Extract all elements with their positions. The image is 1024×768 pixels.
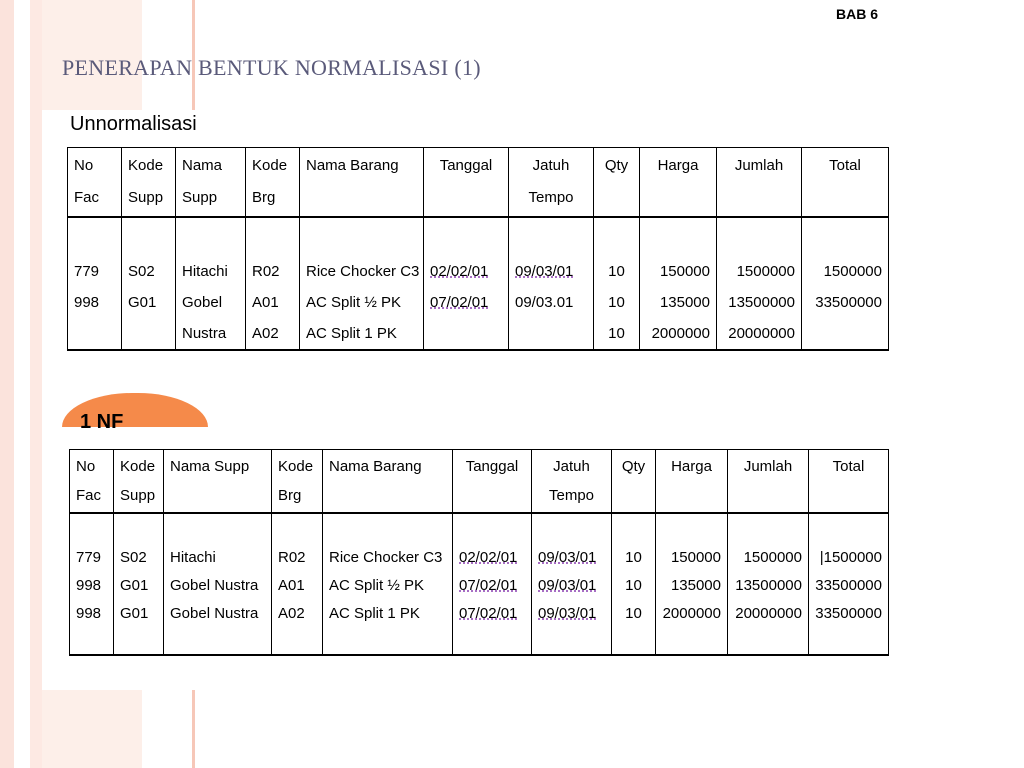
- cell-value: 135000: [670, 577, 721, 594]
- column-header-text: Total: [832, 458, 865, 475]
- cell-value: Gobel: [182, 294, 223, 311]
- cell-value: 02/02/01: [430, 263, 489, 280]
- cell-value: 07/02/01: [430, 294, 489, 311]
- column-header-text: Fac: [74, 189, 100, 206]
- column-header-text: [815, 481, 882, 510]
- decor-stripe: [42, 690, 142, 768]
- cell-value: 10: [608, 263, 625, 280]
- column-header-text: Nama: [182, 157, 223, 174]
- unnormalized-table: [67, 147, 889, 351]
- column-header: [272, 450, 323, 514]
- cell-value: 2000000: [651, 325, 710, 342]
- cell-value: 779: [76, 549, 102, 566]
- cell-value: G01: [128, 294, 157, 311]
- chapter-label: BAB 6: [836, 6, 879, 22]
- column-header-text: Fac: [76, 487, 102, 504]
- column-header: [246, 148, 300, 218]
- cell-value: 779: [74, 263, 100, 280]
- table-cell: [164, 513, 272, 655]
- cell-value: [430, 318, 502, 349]
- column-header: [70, 450, 114, 514]
- cell-value: 998: [74, 294, 100, 311]
- column-header-text: [306, 182, 417, 214]
- cell-value: 10: [608, 325, 625, 342]
- cell-value: Nustra: [182, 325, 227, 342]
- cell-value: 13500000: [728, 294, 795, 311]
- column-header-text: Tempo: [548, 487, 595, 504]
- column-header: [640, 148, 717, 218]
- cell-value: 150000: [659, 263, 710, 280]
- cell-value: Gobel Nustra: [170, 577, 259, 594]
- decor-line: [192, 690, 195, 768]
- column-header: [612, 450, 656, 514]
- column-header: [809, 450, 889, 514]
- column-header-text: [329, 481, 446, 510]
- table-cell: [122, 217, 176, 350]
- table-cell: [532, 513, 612, 655]
- cell-value: 10: [608, 294, 625, 311]
- cell-value: 998: [76, 605, 102, 622]
- cell-value: R02: [278, 549, 306, 566]
- column-header-text: Qty: [621, 458, 646, 475]
- column-header-text: Harga: [671, 458, 712, 475]
- column-header: [532, 450, 612, 514]
- column-header-text: [808, 182, 882, 214]
- column-header: [453, 450, 532, 514]
- cell-value: 1500000: [823, 263, 882, 280]
- cell-value: A01: [252, 294, 279, 311]
- column-header-text: [662, 481, 721, 510]
- column-header: [176, 148, 246, 218]
- cell-value: Rice Chocker C3: [329, 549, 443, 566]
- cell-value: Hitachi: [182, 263, 228, 280]
- column-header-text: Jatuh: [553, 458, 590, 475]
- column-header-text: Jumlah: [743, 458, 793, 475]
- cell-value: S02: [128, 263, 155, 280]
- cell-value: 150000: [670, 549, 721, 566]
- cell-value: 135000: [659, 294, 710, 311]
- column-header: [164, 450, 272, 514]
- cell-value: 1500000: [743, 549, 802, 566]
- column-header-text: [170, 481, 265, 510]
- column-header-text: Brg: [252, 189, 276, 206]
- column-header-text: [600, 182, 633, 214]
- cell-value: |1500000: [819, 549, 882, 566]
- cell-value: AC Split ½ PK: [306, 294, 402, 311]
- column-header-text: Jumlah: [734, 157, 784, 174]
- column-header-text: [618, 481, 649, 510]
- cell-value: 07/02/01: [459, 577, 518, 594]
- cell-value: 09/03/01: [538, 605, 597, 622]
- cell-value: [74, 318, 115, 349]
- table-cell: [323, 513, 453, 655]
- decor-stripe: [0, 0, 14, 768]
- column-header-text: Brg: [278, 487, 302, 504]
- column-header-text: Total: [829, 157, 861, 174]
- column-header-text: Tanggal: [465, 458, 519, 475]
- cell-value: Hitachi: [170, 549, 216, 566]
- table-cell: [640, 217, 717, 350]
- cell-value: Rice Chocker C3: [306, 263, 420, 280]
- cell-value: 33500000: [815, 605, 882, 622]
- column-header-text: No: [74, 157, 94, 174]
- table-header-row: [70, 450, 889, 514]
- table-cell: [612, 513, 656, 655]
- column-header: [424, 148, 509, 218]
- table-row: [70, 513, 889, 655]
- column-header: [323, 450, 453, 514]
- cell-value: R02: [252, 263, 280, 280]
- cell-value: 20000000: [735, 605, 802, 622]
- column-header: [68, 148, 122, 218]
- column-header-text: Supp: [182, 189, 218, 206]
- table-cell: [802, 217, 889, 350]
- cell-value: 09/03/01: [538, 577, 597, 594]
- column-header: [122, 148, 176, 218]
- table-cell: [656, 513, 728, 655]
- table-cell: [68, 217, 122, 350]
- cell-value: A01: [278, 577, 305, 594]
- column-header-text: Jatuh: [532, 157, 570, 174]
- table-cell: [717, 217, 802, 350]
- table-cell: [424, 217, 509, 350]
- column-header: [656, 450, 728, 514]
- cell-value: 1500000: [736, 263, 795, 280]
- cell-value: 09/03.01: [515, 294, 574, 311]
- column-header: [594, 148, 640, 218]
- column-header: [114, 450, 164, 514]
- column-header-text: Nama Barang: [329, 458, 422, 475]
- column-header-text: Harga: [657, 157, 699, 174]
- column-header: [802, 148, 889, 218]
- table-cell: [509, 217, 594, 350]
- slide-title: PENERAPAN BENTUK NORMALISASI (1): [62, 55, 481, 80]
- decor-stripe: [30, 0, 42, 768]
- column-header: [509, 148, 594, 218]
- table-cell: [300, 217, 424, 350]
- table-row: [68, 217, 889, 350]
- table-cell: [246, 217, 300, 350]
- column-header-text: [430, 182, 502, 214]
- cell-value: G01: [120, 605, 149, 622]
- column-header-text: [646, 182, 710, 214]
- cell-value: 10: [625, 605, 642, 622]
- cell-value: 33500000: [815, 577, 882, 594]
- column-header-text: Supp: [120, 487, 156, 504]
- cell-value: 2000000: [662, 605, 721, 622]
- column-header: [717, 148, 802, 218]
- table-cell: [176, 217, 246, 350]
- cell-value: AC Split 1 PK: [329, 605, 420, 622]
- cell-value: G01: [120, 577, 149, 594]
- cell-value: S02: [120, 549, 147, 566]
- cell-value: 02/02/01: [459, 549, 518, 566]
- column-header-text: Tempo: [528, 189, 574, 206]
- section-subtitle-unnormalized: Unnormalisasi: [70, 113, 197, 135]
- column-header-text: Kode: [278, 458, 314, 475]
- cell-value: A02: [252, 325, 279, 342]
- table-cell: [594, 217, 640, 350]
- column-header-text: Nama Barang: [306, 157, 399, 174]
- column-header-text: Tanggal: [439, 157, 493, 174]
- cell-value: A02: [278, 605, 305, 622]
- cell-value: 09/03/01: [515, 263, 574, 280]
- cell-value: [808, 318, 882, 349]
- table-cell: [272, 513, 323, 655]
- table-cell: [453, 513, 532, 655]
- column-header-text: Kode: [128, 157, 164, 174]
- table-cell: [809, 513, 889, 655]
- column-header-text: Supp: [128, 189, 164, 206]
- column-header-text: Qty: [604, 157, 629, 174]
- table-header-row: [68, 148, 889, 218]
- column-header-text: Nama Supp: [170, 458, 250, 475]
- table-cell: [114, 513, 164, 655]
- table-cell: [728, 513, 809, 655]
- column-header-text: [723, 182, 795, 214]
- section-label-1nf: 1 NF: [80, 411, 124, 433]
- cell-value: 07/02/01: [459, 605, 518, 622]
- cell-value: 998: [76, 577, 102, 594]
- column-header-text: [734, 481, 802, 510]
- column-header-text: No: [76, 458, 96, 475]
- column-header: [728, 450, 809, 514]
- cell-value: [515, 318, 587, 349]
- cell-value: 33500000: [815, 294, 882, 311]
- cell-value: 10: [625, 549, 642, 566]
- cell-value: 20000000: [728, 325, 795, 342]
- column-header-text: Kode: [252, 157, 288, 174]
- cell-value: [128, 318, 169, 349]
- cell-value: AC Split ½ PK: [329, 577, 425, 594]
- column-header-text: Kode: [120, 458, 156, 475]
- first-normal-form-table: [69, 449, 889, 656]
- cell-value: AC Split 1 PK: [306, 325, 397, 342]
- cell-value: Gobel Nustra: [170, 605, 259, 622]
- column-header: [300, 148, 424, 218]
- cell-value: 10: [625, 577, 642, 594]
- cell-value: 13500000: [735, 577, 802, 594]
- cell-value: 09/03/01: [538, 549, 597, 566]
- column-header-text: [459, 481, 525, 510]
- table-cell: [70, 513, 114, 655]
